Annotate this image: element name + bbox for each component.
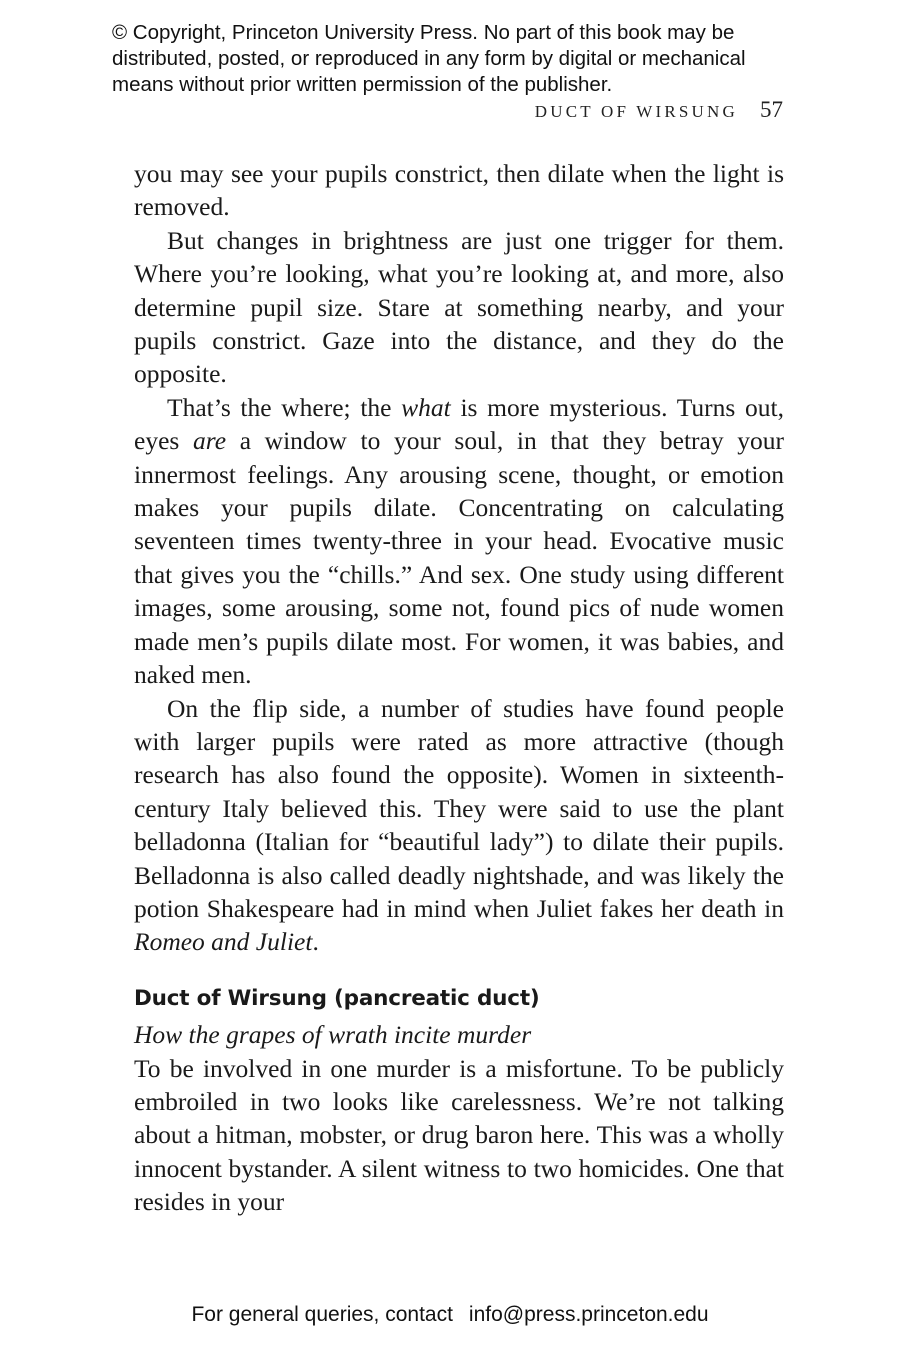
paragraph: To be involved in one murder is a misfortune. To be publicly embroiled in two looks like carelessness. We’re not talking about a hitman, mobster, or drug baron here. This was a wholly innocent bystander. A silent witness to two homicides. One that resides in your: [134, 1053, 784, 1217]
running-head: [535, 97, 783, 123]
paragraph: [134, 692, 784, 959]
footer: [0, 1303, 900, 1327]
page-number: 57: [760, 97, 783, 122]
paragraph-text: is more mysterious. Turns out, eyes: [134, 392, 784, 456]
emphasis: are: [192, 426, 227, 456]
paragraph-text: That’s the where; the: [167, 392, 402, 422]
book-title: Romeo and Juliet: [134, 927, 313, 957]
section-subtitle: How the grapes of wrath incite murder: [134, 1020, 532, 1050]
paragraph: [134, 391, 784, 692]
paragraph-text: On the flip side, a number of studies have found people with larger pupils were rated as more attractive (though research has also found the opposite). Women in sixteenth-century Italy believed this. They were said to use the plant belladonna (Italian for “beautiful lady”) to dilate their pupils. Belladonna is also called deadly nightshade, and was likely the potion Shakespeare had in mind when Juliet fakes her death in: [134, 693, 784, 923]
paragraph: But changes in brightness are just one trigger for them. Where you’re looking, what you’re looking at, and more, also determine pupil size. Stare at something nearby, and your pupils constrict. Gaze into the distance, and they do the opposite.: [134, 225, 784, 389]
copyright-line: means without prior written permission of the publisher.: [112, 73, 613, 96]
contact-email-link[interactable]: info@press.princeton.edu: [468, 1303, 709, 1326]
body-text: [134, 157, 784, 1219]
copyright-line: © Copyright, Princeton University Press. No part of this book may be: [112, 21, 735, 44]
paragraph-text: .: [312, 927, 319, 957]
footer-label: For general queries, contact: [191, 1303, 453, 1326]
paragraph-text: a window to your soul, in that they betray your innermost feelings. Any arousing scene, thought, or emotion makes your pupils dilate. Concentrating on calculating seventeen times twenty-three in your head. Evocative music that gives you the “chills.” And sex. One study using different images, some arousing, some not, found pics of nude women made men’s pupils dilate most. For women, it was babies, and naked men.: [134, 426, 785, 690]
emphasis: what: [401, 392, 451, 422]
running-head-title: DUCT OF WIRSUNG: [534, 102, 738, 121]
copyright-line: distributed, posted, or reproduced in any form by digital or mechanical: [112, 47, 746, 70]
copyright-notice: [112, 20, 812, 98]
section-heading: Duct of Wirsung (pancreatic duct): [134, 985, 540, 1011]
paragraph: you may see your pupils constrict, then dilate when the light is removed.: [134, 159, 784, 222]
